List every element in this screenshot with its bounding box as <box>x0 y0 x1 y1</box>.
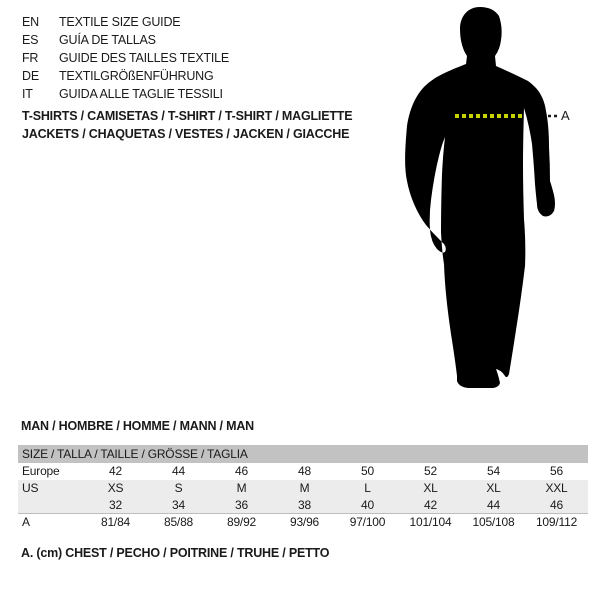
man-silhouette <box>400 4 570 394</box>
table-cell: L <box>364 481 371 495</box>
lang-row-de <box>22 67 229 85</box>
lang-title: GUÍA DE TALLAS <box>59 33 156 47</box>
lang-row-en <box>22 13 229 31</box>
row-label: US <box>22 481 39 495</box>
row-label: A <box>22 515 30 529</box>
table-cell: 97/100 <box>349 515 386 529</box>
size-table-header: SIZE / TALLA / TAILLE / GRÖSSE / TAGLIA <box>18 445 588 463</box>
table-cell: XS <box>107 481 124 495</box>
section-title-man: MAN / HOMBRE / HOMME / MANN / MAN <box>21 419 254 433</box>
row-label: Europe <box>22 464 60 478</box>
table-cell: 40 <box>361 498 374 512</box>
table-cell: 81/84 <box>100 515 131 529</box>
table-cell: 52 <box>424 464 437 478</box>
table-row-numeric <box>18 497 588 514</box>
table-cell: 42 <box>424 498 437 512</box>
table-cell: 85/88 <box>163 515 194 529</box>
table-cell: 34 <box>172 498 185 512</box>
table-cell: 46 <box>550 498 563 512</box>
table-cell: 44 <box>172 464 185 478</box>
table-cell: 46 <box>235 464 248 478</box>
category-line-jackets: JACKETS / CHAQUETAS / VESTES / JACKEN / GIACCHE <box>22 127 350 141</box>
table-cell: 89/92 <box>226 515 257 529</box>
table-row-chest-a <box>18 514 588 531</box>
table-cell: XXL <box>545 481 568 495</box>
lang-code: IT <box>22 87 33 101</box>
table-cell: 105/108 <box>472 515 515 529</box>
size-table <box>18 445 588 531</box>
table-cell: M <box>299 481 310 495</box>
lang-code: FR <box>22 51 39 65</box>
lang-row-es <box>22 31 229 49</box>
table-cell: 54 <box>487 464 500 478</box>
table-cell: S <box>174 481 183 495</box>
table-cell: 101/104 <box>409 515 452 529</box>
table-cell: 109/112 <box>535 515 578 529</box>
table-cell: XL <box>486 481 501 495</box>
table-cell: 44 <box>487 498 500 512</box>
table-row-europe <box>18 463 588 480</box>
lang-title: TEXTILGRÖßENFÜHRUNG <box>59 69 214 83</box>
measure-label-a: A <box>561 108 570 123</box>
table-cell: 56 <box>550 464 563 478</box>
language-guide-list <box>22 13 229 103</box>
table-row-us <box>18 480 588 497</box>
man-silhouette-shape <box>405 7 555 388</box>
table-cell: 32 <box>109 498 122 512</box>
table-cell: 48 <box>298 464 311 478</box>
table-cell: 42 <box>109 464 122 478</box>
table-cell: 93/96 <box>289 515 320 529</box>
table-cell: M <box>236 481 247 495</box>
lang-row-it <box>22 85 229 103</box>
lang-title: GUIDA ALLE TAGLIE TESSILI <box>59 87 223 101</box>
table-cell: 50 <box>361 464 374 478</box>
lang-code: EN <box>22 15 39 29</box>
lang-code: DE <box>22 69 39 83</box>
category-line-tshirts: T-SHIRTS / CAMISETAS / T-SHIRT / T-SHIRT / MAGLIETTE <box>22 109 353 123</box>
lang-title: TEXTILE SIZE GUIDE <box>59 15 181 29</box>
lang-code: ES <box>22 33 39 47</box>
row-label <box>18 497 84 513</box>
table-cell: 38 <box>298 498 311 512</box>
lang-title: GUIDE DES TAILLES TEXTILE <box>59 51 230 65</box>
table-cell: 36 <box>235 498 248 512</box>
footnote-chest-legend: A. (cm) CHEST / PECHO / POITRINE / TRUHE / PETTO <box>21 546 330 560</box>
category-lines <box>22 107 352 143</box>
lang-row-fr <box>22 49 229 67</box>
table-cell: XL <box>423 481 438 495</box>
